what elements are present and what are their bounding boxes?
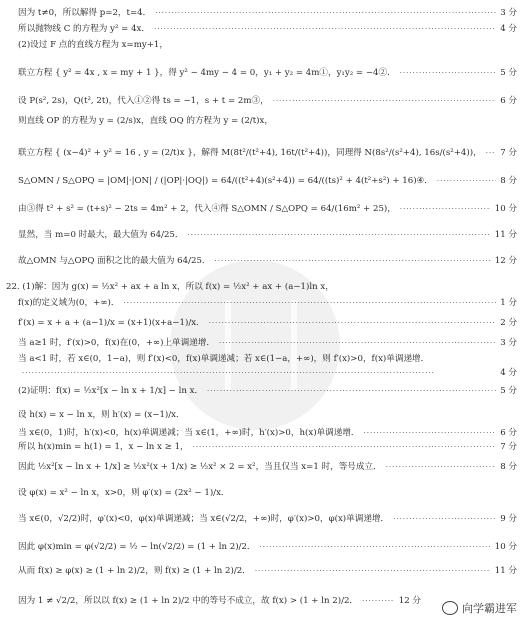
solution-line: 因为 t≠0，所以解得 p=2，t=4． ····· 3 分	[18, 8, 517, 19]
solution-line: 因为 1 ≠ √2/2，所以以 f(x) ≥ (1 + ln 2)/2 中的等号不成立，故 f(x) > (1 + ln 2)/2． ····· 12 分	[18, 596, 421, 607]
solution-line: 当 x∈(0，√2/2)时，φ′(x)<0，φ(x)单调递减；当 x∈(√2/2，+∞)时，φ′(x)>0，φ(x)单调递增． ····· 9 分	[18, 514, 517, 525]
wechat-icon	[442, 601, 458, 615]
solution-line: S△OMN / S△OPQ = |OM|·|ON| / (|OP|·|OQ|) = 64/((t²+4)(s²+4)) = 64/((ts)² + 4(t²+s²) + 16)④． ····· 8 分	[18, 176, 517, 187]
solution-line: f′(x) = x + a + (a−1)/x = (x+1)(x+a−1)/x． ····· 2 分	[18, 318, 517, 329]
solution-line: 设 P(s², 2s)，Q(t², 2t)，代入①②得 ts = −1，s + t = 2m③， ····· 6 分	[18, 96, 517, 107]
solution-line: 因此 ½x²[x − ln x + 1/x] ≥ ½x²(x + 1/x) ≥ ½x² × 2 = x²，当且仅当 x=1 时，等号成立． ····· 8 分	[18, 462, 517, 473]
solution-line: 从而 f(x) ≥ φ(x) ≥ (1 + ln 2)/2，则 f(x) ≥ (1 + ln 2)/2． ····· 11 分	[18, 566, 517, 577]
solution-line: 所以抛物线 C 的方程为 y² = 4x． ····· 4 分	[18, 24, 517, 35]
solution-line: 当 a<1 时，若 x∈(0，1−a)，则 f′(x)<0，f(x)单调递减；若 x∈(1−a，+∞)，则 f′(x)>0，f(x)单调递增．	[18, 354, 430, 364]
solution-line: 所以 h(x)min = h(1) = 1，x − ln x ≥ 1， ····· 7 分	[18, 442, 517, 453]
solution-line: 联立方程 { (x−4)² + y² = 16 , y = (2/t)x }，解得 M(8t²/(t²+4), 16t/(t²+4))，同理得 N(8s²/(s²+4), 16s/(s²+4))， ····· 7 分	[18, 148, 517, 159]
brand-badge	[442, 600, 517, 616]
solution-line: 显然，当 m=0 时最大，最大值为 64/25． ····· 11 分	[18, 230, 517, 241]
solution-line: 当 a≥1 时，f′(x)>0，f(x)在(0，+∞)上单调递增． ····· 3 分	[18, 338, 517, 349]
brand-name: 向学霸进军	[462, 602, 517, 615]
solution-line: 设 h(x) = x − ln x，则 h′(x) = (x−1)/x．	[18, 410, 185, 420]
solution-line: (2)设过 F 点的直线方程为 x=my+1，	[18, 40, 168, 50]
solution-line: 设 φ(x) = x² − ln x，x>0，则 φ′(x) = (2x² − 1)/x．	[18, 488, 230, 498]
solution-line: 22. (1)解：因为 g(x) = ½x² + ax + a ln x，所以 f(x) = ½x² + ax + (a−1)ln x，	[6, 282, 334, 292]
solution-line: ····· 4 分	[18, 368, 517, 379]
solution-line: f(x)的定义域为(0，+∞)． ····· 1 分	[18, 298, 517, 309]
solution-line: 联立方程 { y² = 4x , x = my + 1 }，得 y² − 4my − 4 = 0，y₁ + y₂ = 4m①，y₁y₂ = −4②． ····· 5 分	[18, 68, 517, 79]
solution-line: 则直线 OP 的方程为 y = (2/s)x，直线 OQ 的方程为 y = (2/t)x，	[18, 116, 273, 126]
solution-line: 当 x∈(0，1)时，h′(x)<0，h(x)单调递减；当 x∈(1，+∞)时，h′(x)>0，h(x)单调递增． ····· 6 分	[18, 428, 517, 439]
solution-line: 故△OMN 与△OPQ 面积之比的最大值为 64/25． ····· 12 分	[18, 256, 517, 267]
solution-line: (2)证明：f(x) = ½x²[x − ln x + 1/x] − ln x． ····· 5 分	[18, 386, 517, 397]
solution-line: 因此 φ(x)min = φ(√2/2) = ½ − ln(√2/2) = (1 + ln 2)/2． ····· 10 分	[18, 542, 517, 553]
solution-line: 由③得 t² + s² = (t+s)² − 2ts = 4m² + 2，代入④得 S△OMN / S△OPQ = 64/(16m² + 25)， ····· 10 分	[18, 204, 517, 215]
